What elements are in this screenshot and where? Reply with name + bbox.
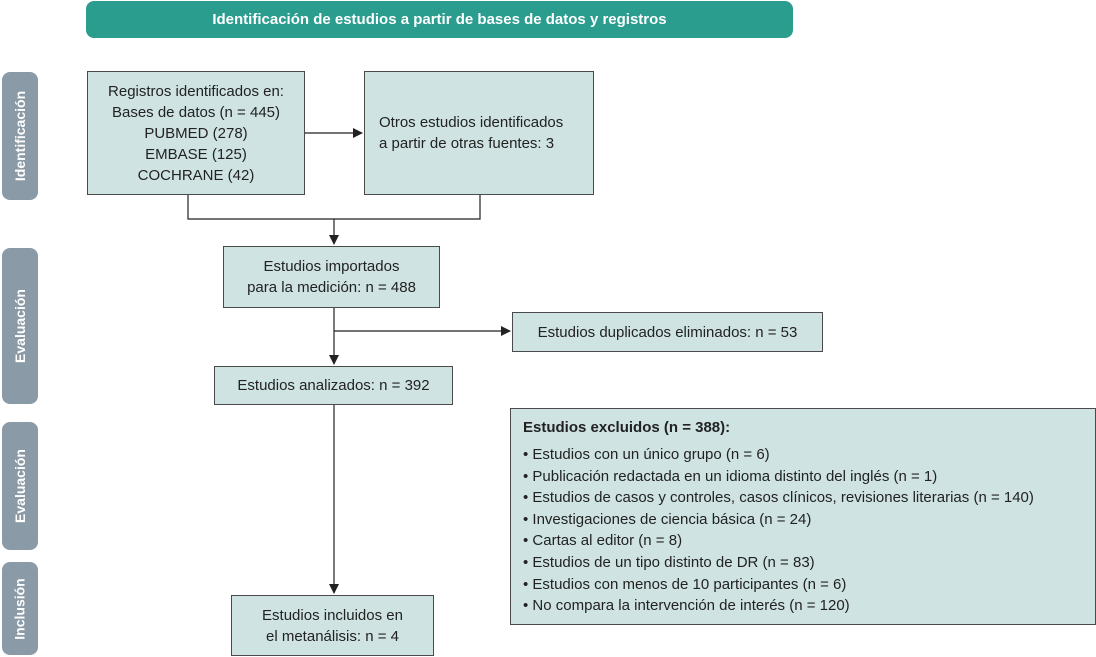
merge-line: [188, 195, 480, 219]
box-line: Registros identificados en:: [108, 82, 284, 100]
header-title: Identificación de estudios a partir de bases de datos y registros: [212, 11, 667, 28]
excluidos-item: • Investigaciones de ciencia básica (n = 24): [523, 509, 1083, 531]
box-registros: [87, 71, 305, 195]
box-line: Estudios incluidos en: [262, 606, 403, 624]
box-line: COCHRANE (42): [137, 166, 255, 184]
stage-label: Evaluación: [12, 449, 29, 523]
box-line: Estudios importados: [263, 258, 400, 275]
box-line: el metanálisis: n = 4: [266, 627, 399, 645]
excluidos-item: • Estudios con menos de 10 participantes (n = 6): [523, 574, 1083, 596]
box-importados: [223, 246, 440, 308]
box-line: a partir de otras fuentes: 3: [379, 135, 555, 152]
box-incluidos: [231, 595, 434, 656]
box-line: Estudios analizados: n = 392: [237, 377, 430, 394]
excluidos-item: • Cartas al editor (n = 8): [523, 530, 1083, 552]
excluidos-title: Estudios excluidos (n = 388):: [523, 419, 731, 436]
excluidos-item: • Estudios con un único grupo (n = 6): [523, 444, 1083, 466]
box-line: Estudios duplicados eliminados: n = 53: [537, 323, 798, 341]
box-duplicados: [512, 312, 823, 352]
excluidos-item: • No compara la intervención de interés (n = 120): [523, 595, 1083, 617]
box-line: Otros estudios identificados: [379, 114, 564, 131]
excluidos-item: • Publicación redactada en un idioma distinto del inglés (n = 1): [523, 466, 1083, 488]
box-analizados: [214, 366, 453, 405]
stage-label: Inclusión: [12, 577, 29, 640]
stage-label: Evaluación: [12, 289, 29, 363]
box-line: PUBMED (278): [144, 124, 248, 142]
box-line: para la medición: n = 488: [247, 279, 416, 296]
excluidos-item: • Estudios de un tipo distinto de DR (n = 83): [523, 552, 1083, 574]
box-line: EMBASE (125): [145, 145, 247, 163]
stage-label: Identificación: [12, 90, 29, 182]
box-line: Bases de datos (n = 445): [111, 103, 281, 121]
box-excluidos: [510, 408, 1096, 625]
excluidos-item: • Estudios de casos y controles, casos clínicos, revisiones literarias (n = 140): [523, 487, 1083, 509]
box-otros: [364, 71, 594, 195]
